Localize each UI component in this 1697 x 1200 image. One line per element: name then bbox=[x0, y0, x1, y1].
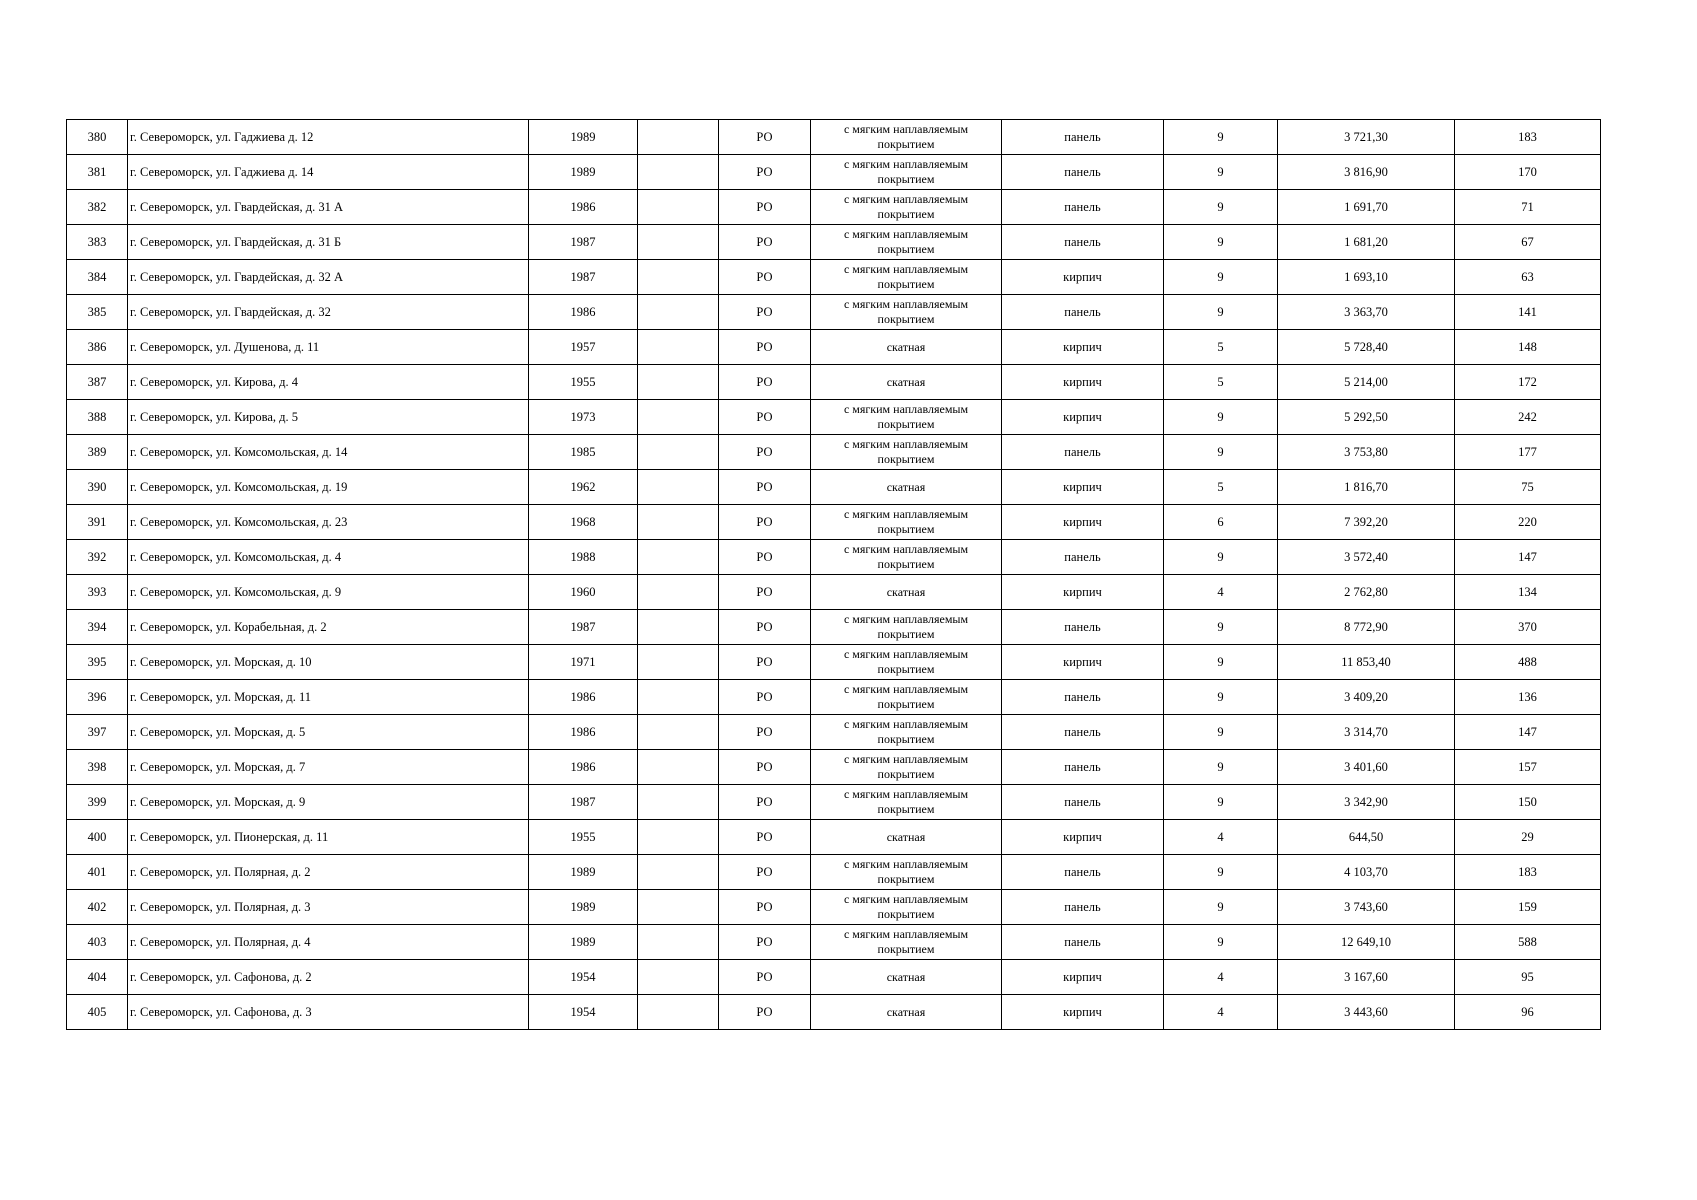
cell-area: 644,50 bbox=[1278, 820, 1455, 855]
cell-wall-material: кирпич bbox=[1002, 470, 1164, 505]
cell-area: 8 772,90 bbox=[1278, 610, 1455, 645]
cell-empty bbox=[638, 960, 719, 995]
cell-residents: 134 bbox=[1455, 575, 1601, 610]
cell-floors: 9 bbox=[1164, 715, 1278, 750]
cell-program-type: РО bbox=[719, 225, 811, 260]
cell-roof-type: с мягким наплавляемым покрытием bbox=[811, 610, 1002, 645]
cell-address: г. Североморск, ул. Гаджиева д. 14 bbox=[128, 155, 529, 190]
cell-wall-material: панель bbox=[1002, 190, 1164, 225]
cell-floors: 4 bbox=[1164, 995, 1278, 1030]
table-row bbox=[67, 575, 1601, 610]
cell-program-type: РО bbox=[719, 435, 811, 470]
cell-roof-type: с мягким наплавляемым покрытием bbox=[811, 435, 1002, 470]
cell-year-built: 1955 bbox=[529, 820, 638, 855]
cell-row-number: 399 bbox=[67, 785, 128, 820]
cell-program-type: РО bbox=[719, 505, 811, 540]
cell-empty bbox=[638, 330, 719, 365]
cell-row-number: 389 bbox=[67, 435, 128, 470]
cell-program-type: РО bbox=[719, 190, 811, 225]
cell-row-number: 388 bbox=[67, 400, 128, 435]
cell-area: 4 103,70 bbox=[1278, 855, 1455, 890]
cell-year-built: 1989 bbox=[529, 120, 638, 155]
cell-program-type: РО bbox=[719, 890, 811, 925]
cell-residents: 488 bbox=[1455, 645, 1601, 680]
cell-area: 1 691,70 bbox=[1278, 190, 1455, 225]
cell-empty bbox=[638, 155, 719, 190]
cell-residents: 170 bbox=[1455, 155, 1601, 190]
cell-residents: 157 bbox=[1455, 750, 1601, 785]
cell-floors: 9 bbox=[1164, 295, 1278, 330]
cell-wall-material: панель bbox=[1002, 855, 1164, 890]
cell-residents: 588 bbox=[1455, 925, 1601, 960]
cell-address: г. Североморск, ул. Морская, д. 7 bbox=[128, 750, 529, 785]
cell-row-number: 380 bbox=[67, 120, 128, 155]
cell-floors: 5 bbox=[1164, 470, 1278, 505]
cell-roof-type: с мягким наплавляемым покрытием bbox=[811, 925, 1002, 960]
cell-year-built: 1989 bbox=[529, 890, 638, 925]
cell-program-type: РО bbox=[719, 295, 811, 330]
cell-roof-type: скатная bbox=[811, 330, 1002, 365]
cell-wall-material: кирпич bbox=[1002, 365, 1164, 400]
table-row bbox=[67, 435, 1601, 470]
cell-address: г. Североморск, ул. Сафонова, д. 3 bbox=[128, 995, 529, 1030]
cell-row-number: 384 bbox=[67, 260, 128, 295]
cell-year-built: 1986 bbox=[529, 295, 638, 330]
cell-wall-material: кирпич bbox=[1002, 505, 1164, 540]
cell-roof-type: с мягким наплавляемым покрытием bbox=[811, 715, 1002, 750]
cell-year-built: 1971 bbox=[529, 645, 638, 680]
cell-empty bbox=[638, 785, 719, 820]
cell-wall-material: кирпич bbox=[1002, 960, 1164, 995]
cell-program-type: РО bbox=[719, 785, 811, 820]
table-row bbox=[67, 960, 1601, 995]
cell-residents: 242 bbox=[1455, 400, 1601, 435]
table-row bbox=[67, 715, 1601, 750]
cell-address: г. Североморск, ул. Гвардейская, д. 32 А bbox=[128, 260, 529, 295]
cell-year-built: 1973 bbox=[529, 400, 638, 435]
cell-residents: 147 bbox=[1455, 715, 1601, 750]
cell-wall-material: панель bbox=[1002, 155, 1164, 190]
cell-row-number: 383 bbox=[67, 225, 128, 260]
cell-roof-type: с мягким наплавляемым покрытием bbox=[811, 855, 1002, 890]
cell-floors: 5 bbox=[1164, 365, 1278, 400]
cell-floors: 9 bbox=[1164, 925, 1278, 960]
cell-wall-material: панель bbox=[1002, 750, 1164, 785]
cell-empty bbox=[638, 925, 719, 960]
cell-empty bbox=[638, 260, 719, 295]
cell-empty bbox=[638, 575, 719, 610]
cell-address: г. Североморск, ул. Морская, д. 11 bbox=[128, 680, 529, 715]
cell-row-number: 398 bbox=[67, 750, 128, 785]
cell-area: 1 681,20 bbox=[1278, 225, 1455, 260]
cell-address: г. Североморск, ул. Корабельная, д. 2 bbox=[128, 610, 529, 645]
cell-floors: 4 bbox=[1164, 575, 1278, 610]
table-row bbox=[67, 785, 1601, 820]
table-row bbox=[67, 925, 1601, 960]
table-row bbox=[67, 680, 1601, 715]
cell-program-type: РО bbox=[719, 680, 811, 715]
cell-floors: 9 bbox=[1164, 610, 1278, 645]
cell-program-type: РО bbox=[719, 610, 811, 645]
cell-floors: 5 bbox=[1164, 330, 1278, 365]
cell-roof-type: с мягким наплавляемым покрытием bbox=[811, 190, 1002, 225]
cell-residents: 75 bbox=[1455, 470, 1601, 505]
cell-program-type: РО bbox=[719, 120, 811, 155]
cell-area: 3 721,30 bbox=[1278, 120, 1455, 155]
cell-floors: 4 bbox=[1164, 960, 1278, 995]
cell-program-type: РО bbox=[719, 400, 811, 435]
cell-floors: 9 bbox=[1164, 680, 1278, 715]
cell-empty bbox=[638, 610, 719, 645]
cell-empty bbox=[638, 680, 719, 715]
cell-empty bbox=[638, 365, 719, 400]
cell-year-built: 1986 bbox=[529, 750, 638, 785]
cell-roof-type: с мягким наплавляемым покрытием bbox=[811, 540, 1002, 575]
table-row bbox=[67, 295, 1601, 330]
cell-floors: 9 bbox=[1164, 645, 1278, 680]
cell-roof-type: скатная bbox=[811, 365, 1002, 400]
cell-floors: 9 bbox=[1164, 400, 1278, 435]
cell-year-built: 1985 bbox=[529, 435, 638, 470]
cell-area: 3 743,60 bbox=[1278, 890, 1455, 925]
cell-area: 7 392,20 bbox=[1278, 505, 1455, 540]
cell-area: 3 314,70 bbox=[1278, 715, 1455, 750]
cell-empty bbox=[638, 820, 719, 855]
cell-empty bbox=[638, 645, 719, 680]
cell-area: 12 649,10 bbox=[1278, 925, 1455, 960]
cell-year-built: 1954 bbox=[529, 995, 638, 1030]
cell-program-type: РО bbox=[719, 925, 811, 960]
cell-row-number: 391 bbox=[67, 505, 128, 540]
cell-address: г. Североморск, ул. Комсомольская, д. 9 bbox=[128, 575, 529, 610]
cell-wall-material: кирпич bbox=[1002, 575, 1164, 610]
table-row bbox=[67, 365, 1601, 400]
cell-address: г. Североморск, ул. Комсомольская, д. 14 bbox=[128, 435, 529, 470]
cell-year-built: 1987 bbox=[529, 610, 638, 645]
cell-program-type: РО bbox=[719, 820, 811, 855]
table-row bbox=[67, 645, 1601, 680]
cell-residents: 71 bbox=[1455, 190, 1601, 225]
cell-residents: 141 bbox=[1455, 295, 1601, 330]
cell-wall-material: панель bbox=[1002, 785, 1164, 820]
cell-row-number: 402 bbox=[67, 890, 128, 925]
cell-floors: 9 bbox=[1164, 155, 1278, 190]
cell-address: г. Североморск, ул. Комсомольская, д. 23 bbox=[128, 505, 529, 540]
cell-row-number: 403 bbox=[67, 925, 128, 960]
cell-roof-type: скатная bbox=[811, 470, 1002, 505]
cell-roof-type: скатная bbox=[811, 820, 1002, 855]
cell-empty bbox=[638, 540, 719, 575]
cell-area: 3 401,60 bbox=[1278, 750, 1455, 785]
cell-roof-type: с мягким наплавляемым покрытием bbox=[811, 260, 1002, 295]
cell-residents: 172 bbox=[1455, 365, 1601, 400]
cell-row-number: 405 bbox=[67, 995, 128, 1030]
cell-empty bbox=[638, 890, 719, 925]
cell-program-type: РО bbox=[719, 995, 811, 1030]
cell-year-built: 1968 bbox=[529, 505, 638, 540]
cell-empty bbox=[638, 225, 719, 260]
cell-roof-type: с мягким наплавляемым покрытием bbox=[811, 225, 1002, 260]
cell-wall-material: панель bbox=[1002, 610, 1164, 645]
cell-year-built: 1960 bbox=[529, 575, 638, 610]
table-row bbox=[67, 820, 1601, 855]
cell-row-number: 392 bbox=[67, 540, 128, 575]
cell-year-built: 1989 bbox=[529, 855, 638, 890]
cell-address: г. Североморск, ул. Гвардейская, д. 32 bbox=[128, 295, 529, 330]
cell-floors: 9 bbox=[1164, 260, 1278, 295]
cell-address: г. Североморск, ул. Полярная, д. 4 bbox=[128, 925, 529, 960]
cell-roof-type: скатная bbox=[811, 960, 1002, 995]
cell-row-number: 404 bbox=[67, 960, 128, 995]
cell-area: 1 816,70 bbox=[1278, 470, 1455, 505]
cell-row-number: 401 bbox=[67, 855, 128, 890]
cell-wall-material: кирпич bbox=[1002, 645, 1164, 680]
cell-area: 3 409,20 bbox=[1278, 680, 1455, 715]
cell-year-built: 1986 bbox=[529, 680, 638, 715]
cell-residents: 159 bbox=[1455, 890, 1601, 925]
cell-floors: 4 bbox=[1164, 820, 1278, 855]
cell-program-type: РО bbox=[719, 260, 811, 295]
cell-address: г. Североморск, ул. Комсомольская, д. 19 bbox=[128, 470, 529, 505]
cell-row-number: 386 bbox=[67, 330, 128, 365]
cell-program-type: РО bbox=[719, 155, 811, 190]
cell-roof-type: с мягким наплавляемым покрытием bbox=[811, 645, 1002, 680]
cell-residents: 147 bbox=[1455, 540, 1601, 575]
cell-wall-material: панель bbox=[1002, 120, 1164, 155]
table-row bbox=[67, 155, 1601, 190]
table-row bbox=[67, 260, 1601, 295]
cell-roof-type: скатная bbox=[811, 575, 1002, 610]
cell-address: г. Североморск, ул. Морская, д. 9 bbox=[128, 785, 529, 820]
cell-wall-material: кирпич bbox=[1002, 260, 1164, 295]
cell-address: г. Североморск, ул. Кирова, д. 5 bbox=[128, 400, 529, 435]
cell-roof-type: с мягким наплавляемым покрытием bbox=[811, 155, 1002, 190]
table-row bbox=[67, 610, 1601, 645]
cell-address: г. Североморск, ул. Полярная, д. 2 bbox=[128, 855, 529, 890]
cell-row-number: 390 bbox=[67, 470, 128, 505]
table-row bbox=[67, 890, 1601, 925]
cell-program-type: РО bbox=[719, 750, 811, 785]
cell-row-number: 395 bbox=[67, 645, 128, 680]
cell-address: г. Североморск, ул. Сафонова, д. 2 bbox=[128, 960, 529, 995]
cell-address: г. Североморск, ул. Морская, д. 5 bbox=[128, 715, 529, 750]
cell-empty bbox=[638, 120, 719, 155]
cell-roof-type: с мягким наплавляемым покрытием bbox=[811, 505, 1002, 540]
cell-row-number: 397 bbox=[67, 715, 128, 750]
cell-year-built: 1989 bbox=[529, 155, 638, 190]
cell-program-type: РО bbox=[719, 855, 811, 890]
cell-floors: 9 bbox=[1164, 855, 1278, 890]
cell-year-built: 1987 bbox=[529, 785, 638, 820]
cell-year-built: 1989 bbox=[529, 925, 638, 960]
table-row bbox=[67, 750, 1601, 785]
table-row bbox=[67, 225, 1601, 260]
cell-empty bbox=[638, 400, 719, 435]
cell-row-number: 382 bbox=[67, 190, 128, 225]
cell-address: г. Североморск, ул. Комсомольская, д. 4 bbox=[128, 540, 529, 575]
cell-residents: 183 bbox=[1455, 120, 1601, 155]
cell-residents: 95 bbox=[1455, 960, 1601, 995]
cell-residents: 183 bbox=[1455, 855, 1601, 890]
cell-floors: 9 bbox=[1164, 225, 1278, 260]
cell-empty bbox=[638, 715, 719, 750]
cell-area: 5 292,50 bbox=[1278, 400, 1455, 435]
cell-program-type: РО bbox=[719, 365, 811, 400]
cell-program-type: РО bbox=[719, 575, 811, 610]
cell-area: 3 572,40 bbox=[1278, 540, 1455, 575]
cell-empty bbox=[638, 295, 719, 330]
cell-residents: 150 bbox=[1455, 785, 1601, 820]
cell-area: 2 762,80 bbox=[1278, 575, 1455, 610]
cell-address: г. Североморск, ул. Кирова, д. 4 bbox=[128, 365, 529, 400]
cell-roof-type: с мягким наплавляемым покрытием bbox=[811, 750, 1002, 785]
cell-area: 3 342,90 bbox=[1278, 785, 1455, 820]
cell-wall-material: панель bbox=[1002, 715, 1164, 750]
cell-program-type: РО bbox=[719, 645, 811, 680]
cell-floors: 9 bbox=[1164, 190, 1278, 225]
cell-wall-material: панель bbox=[1002, 680, 1164, 715]
cell-residents: 67 bbox=[1455, 225, 1601, 260]
cell-area: 3 167,60 bbox=[1278, 960, 1455, 995]
cell-empty bbox=[638, 995, 719, 1030]
cell-floors: 9 bbox=[1164, 785, 1278, 820]
cell-row-number: 385 bbox=[67, 295, 128, 330]
cell-floors: 9 bbox=[1164, 540, 1278, 575]
cell-address: г. Североморск, ул. Морская, д. 10 bbox=[128, 645, 529, 680]
cell-year-built: 1962 bbox=[529, 470, 638, 505]
cell-residents: 136 bbox=[1455, 680, 1601, 715]
table-row bbox=[67, 470, 1601, 505]
cell-program-type: РО bbox=[719, 330, 811, 365]
cell-wall-material: панель bbox=[1002, 890, 1164, 925]
cell-address: г. Североморск, ул. Пионерская, д. 11 bbox=[128, 820, 529, 855]
cell-area: 11 853,40 bbox=[1278, 645, 1455, 680]
table-row bbox=[67, 505, 1601, 540]
cell-area: 3 363,70 bbox=[1278, 295, 1455, 330]
building-registry-table bbox=[66, 119, 1601, 1030]
cell-address: г. Североморск, ул. Полярная, д. 3 bbox=[128, 890, 529, 925]
cell-empty bbox=[638, 435, 719, 470]
cell-program-type: РО bbox=[719, 540, 811, 575]
cell-floors: 9 bbox=[1164, 435, 1278, 470]
cell-program-type: РО bbox=[719, 715, 811, 750]
cell-area: 5 728,40 bbox=[1278, 330, 1455, 365]
cell-year-built: 1954 bbox=[529, 960, 638, 995]
cell-floors: 6 bbox=[1164, 505, 1278, 540]
cell-row-number: 393 bbox=[67, 575, 128, 610]
cell-wall-material: кирпич bbox=[1002, 330, 1164, 365]
cell-roof-type: с мягким наплавляемым покрытием bbox=[811, 890, 1002, 925]
table-row bbox=[67, 400, 1601, 435]
cell-residents: 177 bbox=[1455, 435, 1601, 470]
cell-wall-material: панель bbox=[1002, 540, 1164, 575]
cell-year-built: 1987 bbox=[529, 225, 638, 260]
cell-wall-material: панель bbox=[1002, 225, 1164, 260]
cell-empty bbox=[638, 470, 719, 505]
cell-year-built: 1955 bbox=[529, 365, 638, 400]
cell-roof-type: с мягким наплавляемым покрытием bbox=[811, 680, 1002, 715]
cell-empty bbox=[638, 505, 719, 540]
cell-residents: 370 bbox=[1455, 610, 1601, 645]
cell-year-built: 1988 bbox=[529, 540, 638, 575]
cell-year-built: 1986 bbox=[529, 715, 638, 750]
cell-floors: 9 bbox=[1164, 750, 1278, 785]
cell-area: 5 214,00 bbox=[1278, 365, 1455, 400]
cell-year-built: 1987 bbox=[529, 260, 638, 295]
cell-roof-type: с мягким наплавляемым покрытием bbox=[811, 295, 1002, 330]
cell-floors: 9 bbox=[1164, 120, 1278, 155]
table-row bbox=[67, 995, 1601, 1030]
cell-wall-material: панель bbox=[1002, 295, 1164, 330]
cell-residents: 29 bbox=[1455, 820, 1601, 855]
cell-area: 3 816,90 bbox=[1278, 155, 1455, 190]
cell-roof-type: с мягким наплавляемым покрытием bbox=[811, 120, 1002, 155]
cell-residents: 96 bbox=[1455, 995, 1601, 1030]
cell-wall-material: кирпич bbox=[1002, 400, 1164, 435]
cell-area: 1 693,10 bbox=[1278, 260, 1455, 295]
cell-wall-material: панель bbox=[1002, 435, 1164, 470]
cell-row-number: 381 bbox=[67, 155, 128, 190]
cell-address: г. Североморск, ул. Гвардейская, д. 31 А bbox=[128, 190, 529, 225]
cell-empty bbox=[638, 190, 719, 225]
cell-address: г. Североморск, ул. Душенова, д. 11 bbox=[128, 330, 529, 365]
table-body bbox=[67, 120, 1601, 1030]
table-row bbox=[67, 190, 1601, 225]
cell-row-number: 394 bbox=[67, 610, 128, 645]
cell-floors: 9 bbox=[1164, 890, 1278, 925]
table-row bbox=[67, 330, 1601, 365]
cell-residents: 148 bbox=[1455, 330, 1601, 365]
cell-roof-type: с мягким наплавляемым покрытием bbox=[811, 400, 1002, 435]
table-row bbox=[67, 540, 1601, 575]
cell-wall-material: кирпич bbox=[1002, 995, 1164, 1030]
cell-program-type: РО bbox=[719, 960, 811, 995]
cell-program-type: РО bbox=[719, 470, 811, 505]
cell-row-number: 396 bbox=[67, 680, 128, 715]
cell-area: 3 753,80 bbox=[1278, 435, 1455, 470]
cell-roof-type: скатная bbox=[811, 995, 1002, 1030]
cell-residents: 220 bbox=[1455, 505, 1601, 540]
cell-empty bbox=[638, 750, 719, 785]
cell-year-built: 1986 bbox=[529, 190, 638, 225]
cell-row-number: 400 bbox=[67, 820, 128, 855]
cell-residents: 63 bbox=[1455, 260, 1601, 295]
cell-address: г. Североморск, ул. Гаджиева д. 12 bbox=[128, 120, 529, 155]
cell-empty bbox=[638, 855, 719, 890]
cell-area: 3 443,60 bbox=[1278, 995, 1455, 1030]
cell-address: г. Североморск, ул. Гвардейская, д. 31 Б bbox=[128, 225, 529, 260]
cell-row-number: 387 bbox=[67, 365, 128, 400]
cell-roof-type: с мягким наплавляемым покрытием bbox=[811, 785, 1002, 820]
cell-wall-material: кирпич bbox=[1002, 820, 1164, 855]
table-row bbox=[67, 855, 1601, 890]
table-row bbox=[67, 120, 1601, 155]
cell-wall-material: панель bbox=[1002, 925, 1164, 960]
cell-year-built: 1957 bbox=[529, 330, 638, 365]
